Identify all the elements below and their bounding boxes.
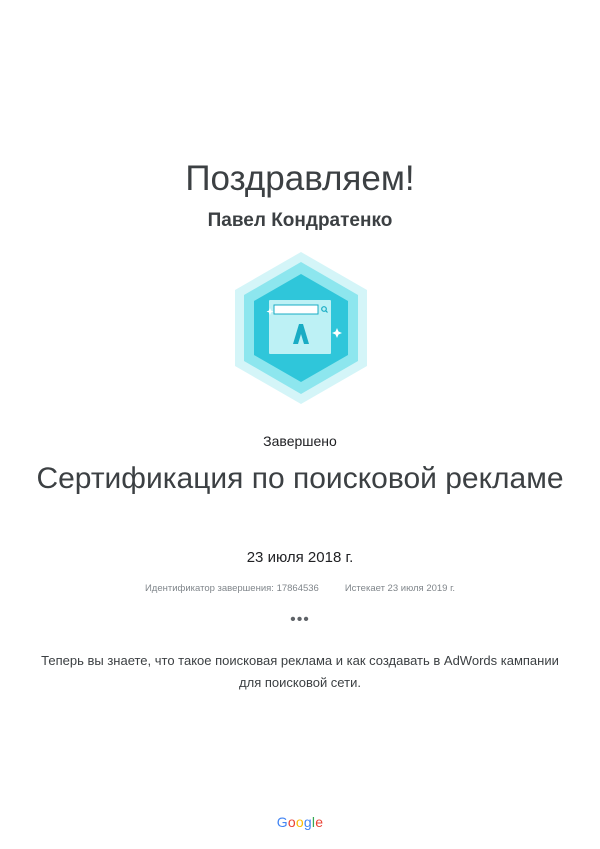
course-title: Сертификация по поисковой рекламе (36, 462, 564, 495)
google-logo-letter: l (311, 814, 316, 830)
separator-dots: ••• (290, 611, 310, 628)
google-logo-letter: e (315, 814, 324, 830)
expiration-date: Истекает 23 июля 2019 г. (344, 583, 456, 594)
google-logo-letter: g (303, 814, 312, 830)
congratulations-heading: Поздравляем! (185, 159, 415, 198)
completion-status: Завершено (263, 433, 337, 449)
certificate-description: Теперь вы знаете, что такое поисковая реклама и как создавать в AdWords кампании для поисковой сети. (41, 653, 559, 690)
completion-date: 23 июля 2018 г. (246, 549, 354, 566)
completion-id: Идентификатор завершения: 17864536 (144, 583, 319, 594)
google-logo-letter: o (287, 814, 296, 830)
google-logo (0, 813, 600, 831)
google-logo-letter: G (276, 814, 288, 830)
search-bar (274, 305, 318, 314)
certificate-meta (0, 582, 600, 596)
google-logo-letter: o (295, 814, 304, 830)
adwords-search-icon (233, 250, 369, 406)
recipient-name: Павел Кондратенко (207, 210, 393, 231)
